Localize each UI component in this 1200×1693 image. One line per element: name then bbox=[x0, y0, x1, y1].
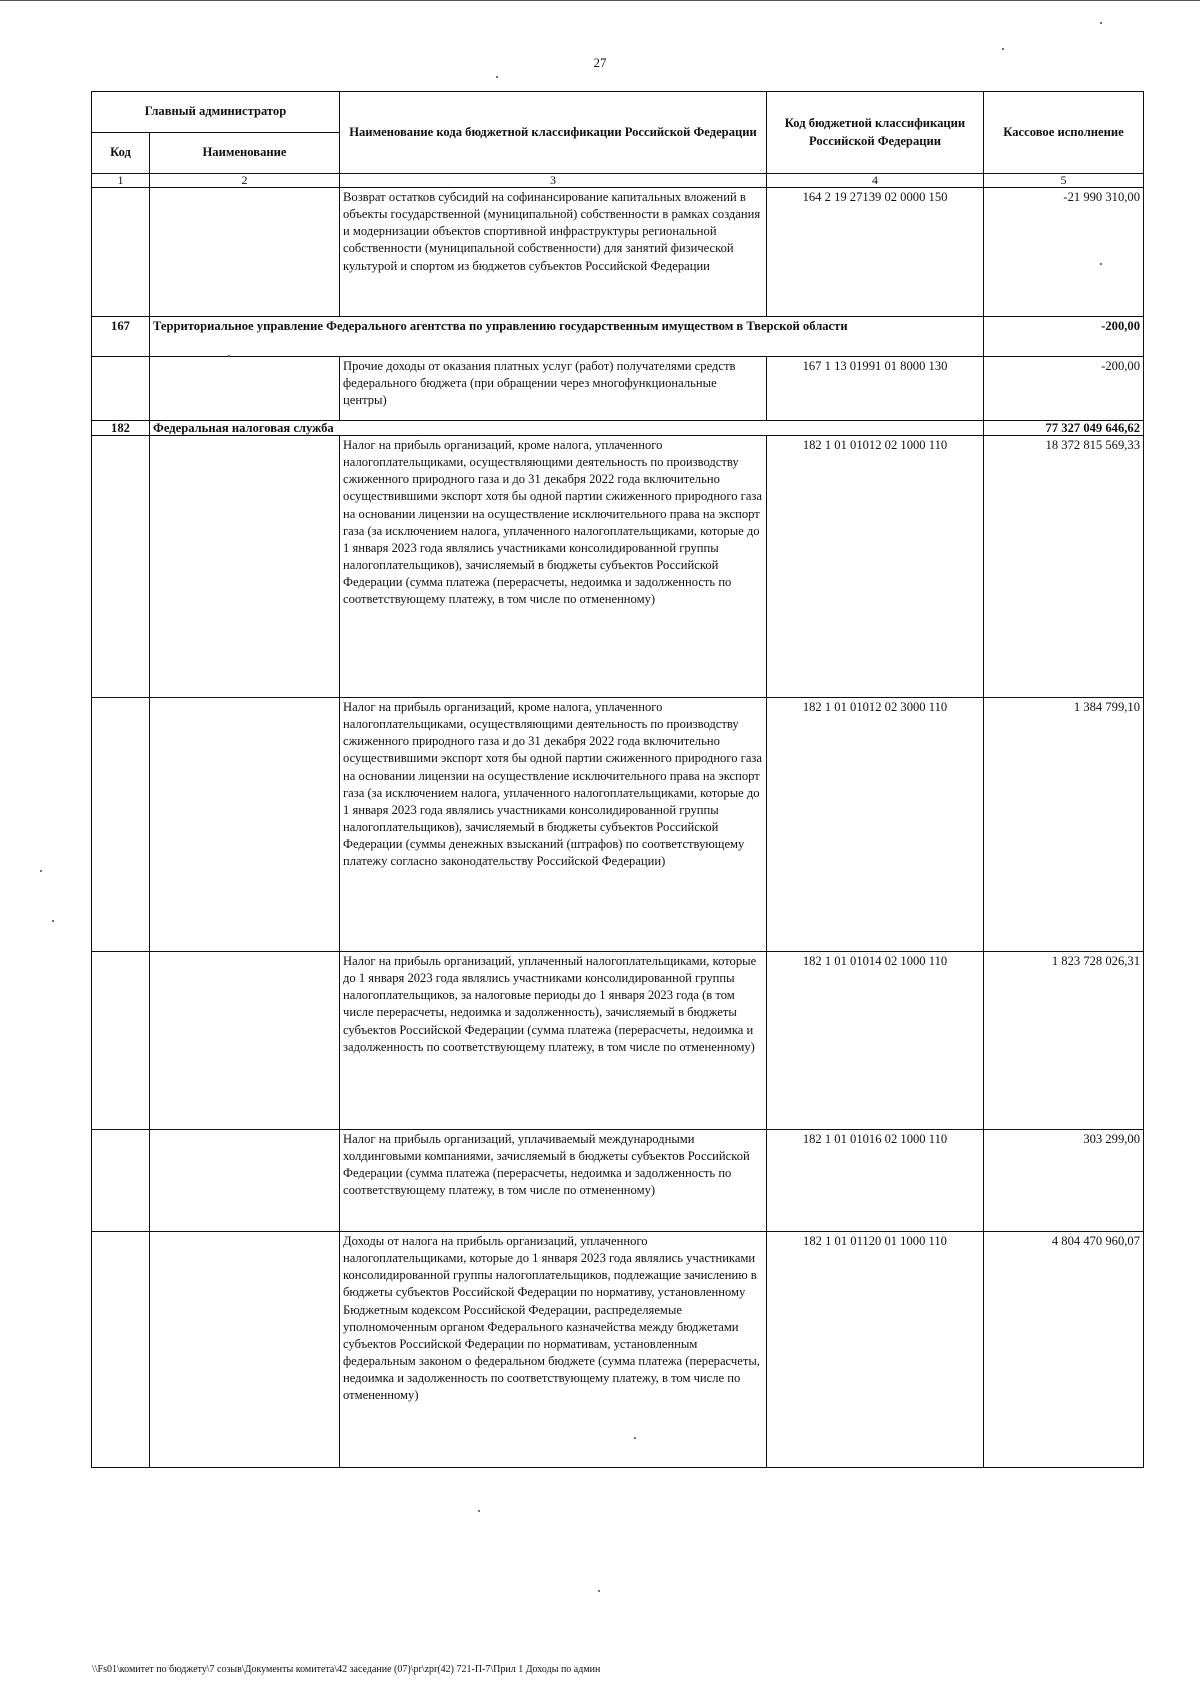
kbk-code: 182 1 01 01014 02 1000 110 bbox=[767, 952, 984, 1130]
table-row bbox=[92, 188, 1144, 317]
execution-amount: 1 384 799,10 bbox=[984, 698, 1144, 952]
column-number: 1 bbox=[92, 174, 150, 188]
scan-speck bbox=[40, 870, 42, 872]
kbk-description: Налог на прибыль организаций, кроме налога, уплаченного налогоплательщиками, осуществляющими деятельность по производству сжиженного природного газа и до 31 декабря 2022 года включительно осуществившими экспорт хотя бы одной партии сжиженного природного газа на основании лицензии на осуществление исключительного права на экспорт газа (за исключением налога, уплаченного налогоплательщиками, которые до 1 января 2023 года являлись участниками консолидированной группы налогоплательщиков), зачисляемый в бюджеты субъектов Российской Федерации (суммы денежных взысканий (штрафов) по соответствующему платежу согласно законодательству Российской Федерации) bbox=[340, 698, 767, 952]
footer-file-path: \\Fs01\комитет по бюджету\7 созыв\Документы комитета\42 заседание (07)\pr\zpr(42) 721-П-7\Прил 1 Доходы по админ bbox=[92, 1664, 601, 1675]
scan-speck bbox=[228, 355, 230, 357]
scan-speck bbox=[1100, 263, 1102, 265]
execution-amount: 18 372 815 569,33 bbox=[984, 436, 1144, 698]
header-name: Наименование bbox=[150, 133, 340, 174]
scan-speck bbox=[598, 1590, 600, 1592]
kbk-description: Прочие доходы от оказания платных услуг (работ) получателями средств федерального бюджета (при обращении через многофункциональные центры) bbox=[340, 357, 767, 421]
table-row bbox=[92, 1232, 1144, 1468]
kbk-code: 182 1 01 01012 02 1000 110 bbox=[767, 436, 984, 698]
kbk-code: 182 1 01 01016 02 1000 110 bbox=[767, 1130, 984, 1232]
header-kbk-name: Наименование кода бюджетной классификации Российской Федерации bbox=[340, 92, 767, 174]
kbk-description: Возврат остатков субсидий на софинансирование капитальных вложений в объекты государственной (муниципальной) собственности в рамках создания и модернизации объектов спортивной инфраструктуры региональной собственности (муниципальной собственности) для занятий физической культурой и спортом из бюджетов субъектов Российской Федерации bbox=[340, 188, 767, 317]
scan-speck bbox=[1002, 48, 1004, 50]
scan-speck bbox=[52, 920, 54, 922]
table-row bbox=[92, 357, 1144, 421]
admin-row-167 bbox=[92, 317, 1144, 357]
column-number: 3 bbox=[340, 174, 767, 188]
kbk-code: 182 1 01 01120 01 1000 110 bbox=[767, 1232, 984, 1468]
scan-speck bbox=[478, 1510, 480, 1512]
kbk-description: Доходы от налога на прибыль организаций, уплаченного налогоплательщиками, которые до 1 января 2023 года являлись участниками консолидированной группы налогоплательщиков, подлежащие зачислению в бюджеты субъектов Российской Федерации по нормативу, установленному Бюджетным кодексом Российской Федерации, распределяемые уполномоченным органом Федерального казначейства между бюджетами субъектов Российской Федерации по нормативам, установленным федеральным законом о федеральном бюджете (сумма платежа (перерасчеты, недоимка и задолженность по соответствующему платежу, в том числе по отмененному) bbox=[340, 1232, 767, 1468]
table-row bbox=[92, 436, 1144, 698]
execution-amount: 303 299,00 bbox=[984, 1130, 1144, 1232]
execution-amount: -21 990 310,00 bbox=[984, 188, 1144, 317]
kbk-description: Налог на прибыль организаций, кроме налога, уплаченного налогоплательщиками, осуществляющими деятельность по производству сжиженного природного газа и до 31 декабря 2022 года включительно осуществившими экспорт хотя бы одной партии сжиженного природного газа на основании лицензии на осуществление исключительного права на экспорт газа (за исключением налога, уплаченного налогоплательщиками, которые до 1 января 2023 года являлись участниками консолидированной группы налогоплательщиков), зачисляемый в бюджеты субъектов Российской Федерации (сумма платежа (перерасчеты, недоимка и задолженность по соответствующему платежу, в том числе по отмененному) bbox=[340, 436, 767, 698]
admin-code: 182 bbox=[92, 421, 150, 436]
admin-code: 167 bbox=[92, 317, 150, 357]
header-code: Код bbox=[92, 133, 150, 174]
header-kbk-code: Код бюджетной классификации Российской Федерации bbox=[767, 92, 984, 174]
header-main-admin: Главный администратор bbox=[92, 92, 340, 133]
scan-speck bbox=[496, 76, 498, 78]
admin-name: Территориальное управление Федерального агентства по управлению государственным имуществом в Тверской области bbox=[150, 317, 984, 357]
kbk-code: 164 2 19 27139 02 0000 150 bbox=[767, 188, 984, 317]
execution-amount: 1 823 728 026,31 bbox=[984, 952, 1144, 1130]
table-row bbox=[92, 1130, 1144, 1232]
header-execution: Кассовое исполнение bbox=[984, 92, 1144, 174]
revenue-table bbox=[91, 91, 1144, 1468]
kbk-description: Налог на прибыль организаций, уплачиваемый международными холдинговыми компаниями, зачисляемый в бюджеты субъектов Российской Федерации (сумма платежа (перерасчеты, недоимка и задолженность по соответствующему платежу, в том числе по отмененному) bbox=[340, 1130, 767, 1232]
page-number: 27 bbox=[593, 55, 607, 70]
column-number: 4 bbox=[767, 174, 984, 188]
kbk-code: 167 1 13 01991 01 8000 130 bbox=[767, 357, 984, 421]
kbk-description: Налог на прибыль организаций, уплаченный налогоплательщиками, которые до 1 января 2023 года являлись участниками консолидированной группы налогоплательщиков, за налоговые периоды до 1 января 2023 года (в том числе перерасчеты, недоимка и задолженность), зачисляемый в бюджеты субъектов Российской Федерации (сумма платежа (перерасчеты, недоимка и задолженность по соответствующему платежу, в том числе по отмененному) bbox=[340, 952, 767, 1130]
table-row bbox=[92, 698, 1144, 952]
scan-speck bbox=[634, 1437, 636, 1439]
execution-amount: -200,00 bbox=[984, 357, 1144, 421]
admin-total: -200,00 bbox=[984, 317, 1144, 357]
admin-total: 77 327 049 646,62 bbox=[984, 421, 1144, 436]
execution-amount: 4 804 470 960,07 bbox=[984, 1232, 1144, 1468]
table-row bbox=[92, 952, 1144, 1130]
admin-row-182 bbox=[92, 421, 1144, 436]
scan-speck bbox=[1100, 22, 1102, 24]
column-number: 5 bbox=[984, 174, 1144, 188]
table-header-row bbox=[92, 92, 1144, 133]
column-numbers-row bbox=[92, 174, 1144, 188]
scan-top-edge bbox=[0, 0, 1200, 1]
admin-name: Федеральная налоговая служба bbox=[150, 421, 984, 436]
column-number: 2 bbox=[150, 174, 340, 188]
kbk-code: 182 1 01 01012 02 3000 110 bbox=[767, 698, 984, 952]
